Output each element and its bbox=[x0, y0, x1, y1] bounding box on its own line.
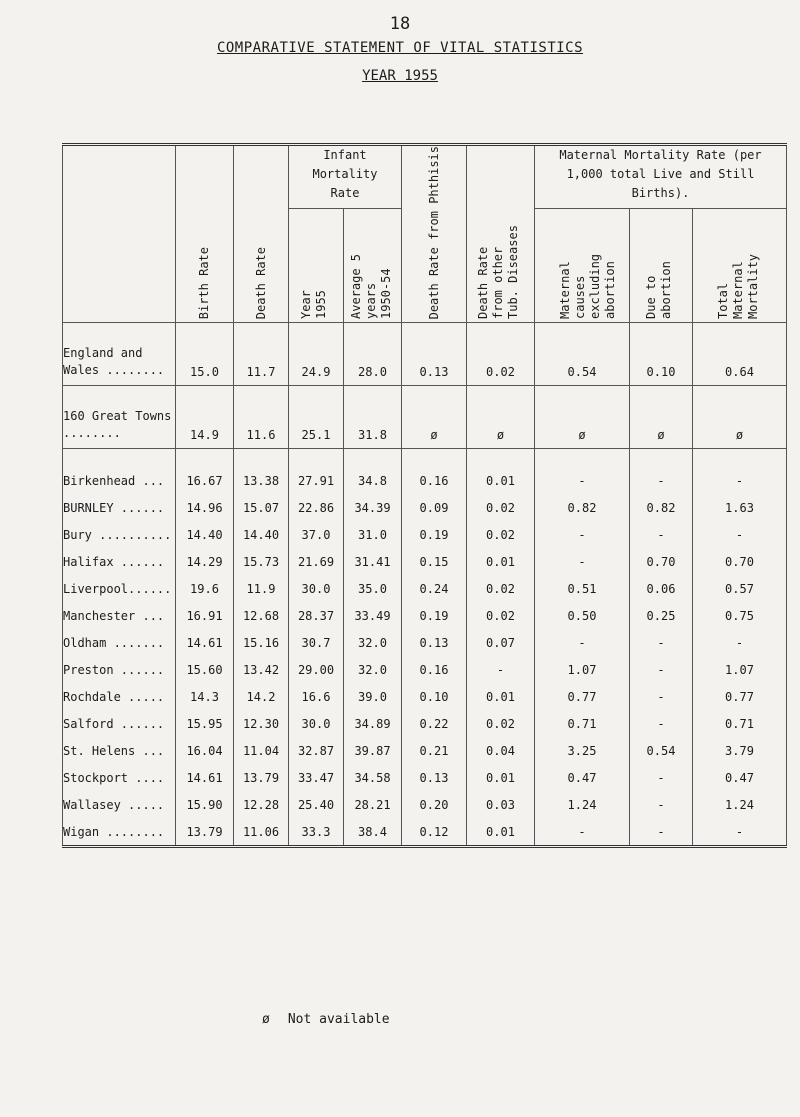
town-value: 0.01 bbox=[467, 548, 535, 575]
header-infant-mortality-text: Infant Mortality Rate bbox=[312, 148, 378, 200]
town-value: 13.79 bbox=[176, 818, 234, 847]
town-value: 0.47 bbox=[535, 764, 630, 791]
town-value: - bbox=[693, 467, 787, 494]
town-value: - bbox=[630, 710, 693, 737]
town-value: 34.89 bbox=[344, 710, 402, 737]
town-name: Wallasey ..... bbox=[63, 791, 176, 818]
town-row bbox=[63, 548, 787, 575]
town-value: 0.22 bbox=[402, 710, 467, 737]
header-maternal-causes-text: Maternal causes excluding abortion bbox=[558, 254, 617, 320]
town-value: - bbox=[693, 629, 787, 656]
town-value: 0.13 bbox=[402, 764, 467, 791]
town-value: 0.16 bbox=[402, 656, 467, 683]
national-value: 14.9 bbox=[176, 386, 234, 449]
town-value: 16.6 bbox=[289, 683, 344, 710]
header-death-rate-text: Death Rate bbox=[253, 247, 268, 320]
national-value: 11.7 bbox=[234, 323, 289, 386]
town-value: 15.16 bbox=[234, 629, 289, 656]
national-value: 0.64 bbox=[693, 323, 787, 386]
town-row bbox=[63, 494, 787, 521]
spacer-cell bbox=[467, 449, 535, 468]
header-infant-average-text: Average 5 years 1950-54 bbox=[348, 254, 393, 320]
town-value: 0.57 bbox=[693, 575, 787, 602]
town-value: 29.00 bbox=[289, 656, 344, 683]
town-value: 0.70 bbox=[693, 548, 787, 575]
town-value: 15.07 bbox=[234, 494, 289, 521]
town-rows bbox=[63, 449, 787, 847]
town-value: 0.10 bbox=[402, 683, 467, 710]
national-rows bbox=[63, 323, 787, 449]
header-infant-mortality bbox=[289, 145, 402, 209]
town-value: 14.61 bbox=[176, 764, 234, 791]
town-name: Manchester ... bbox=[63, 602, 176, 629]
header-infant-average bbox=[344, 208, 402, 322]
town-value: 32.0 bbox=[344, 656, 402, 683]
town-name: Bury .......... bbox=[63, 521, 176, 548]
town-value: 14.2 bbox=[234, 683, 289, 710]
town-value: 15.73 bbox=[234, 548, 289, 575]
town-value: 0.16 bbox=[402, 467, 467, 494]
town-value: 14.29 bbox=[176, 548, 234, 575]
year-heading bbox=[0, 68, 800, 84]
town-value: 0.20 bbox=[402, 791, 467, 818]
town-row bbox=[63, 656, 787, 683]
town-value: - bbox=[535, 548, 630, 575]
header-maternal-mortality bbox=[535, 145, 787, 209]
town-row bbox=[63, 791, 787, 818]
town-value: - bbox=[535, 629, 630, 656]
town-value: 13.38 bbox=[234, 467, 289, 494]
header-total-maternal-text: Total Maternal Mortality bbox=[715, 254, 760, 320]
national-value: ø bbox=[630, 386, 693, 449]
spacer-cell bbox=[176, 449, 234, 468]
national-value: 24.9 bbox=[289, 323, 344, 386]
header-row-top bbox=[63, 145, 787, 209]
town-value: 0.12 bbox=[402, 818, 467, 847]
spacer-cell bbox=[63, 449, 176, 468]
town-value: 12.28 bbox=[234, 791, 289, 818]
town-value: - bbox=[630, 656, 693, 683]
header-birth-rate bbox=[176, 145, 234, 323]
national-name: 160 Great Towns ........ bbox=[63, 386, 176, 449]
town-value: 33.49 bbox=[344, 602, 402, 629]
town-value: 22.86 bbox=[289, 494, 344, 521]
town-value: 30.0 bbox=[289, 575, 344, 602]
town-value: 0.07 bbox=[467, 629, 535, 656]
document-title bbox=[0, 40, 800, 56]
spacer-cell bbox=[402, 449, 467, 468]
town-value: 34.39 bbox=[344, 494, 402, 521]
town-value: 0.09 bbox=[402, 494, 467, 521]
town-value: - bbox=[630, 791, 693, 818]
town-value: 14.40 bbox=[234, 521, 289, 548]
national-value: 0.02 bbox=[467, 323, 535, 386]
spacer-cell bbox=[344, 449, 402, 468]
town-value: 1.63 bbox=[693, 494, 787, 521]
town-value: - bbox=[693, 521, 787, 548]
national-row bbox=[63, 386, 787, 449]
national-value: ø bbox=[693, 386, 787, 449]
town-name: Wigan ........ bbox=[63, 818, 176, 847]
town-row bbox=[63, 521, 787, 548]
document-title-text: COMPARATIVE STATEMENT OF VITAL STATISTICS bbox=[216, 40, 584, 56]
national-value: 11.6 bbox=[234, 386, 289, 449]
town-value: 0.82 bbox=[535, 494, 630, 521]
town-value: - bbox=[535, 467, 630, 494]
town-value: 0.01 bbox=[467, 818, 535, 847]
town-value: 16.67 bbox=[176, 467, 234, 494]
town-value: 27.91 bbox=[289, 467, 344, 494]
town-value: 30.0 bbox=[289, 710, 344, 737]
town-value: 33.47 bbox=[289, 764, 344, 791]
town-name: Liverpool...... bbox=[63, 575, 176, 602]
town-row bbox=[63, 467, 787, 494]
town-value: 25.40 bbox=[289, 791, 344, 818]
town-value: 0.04 bbox=[467, 737, 535, 764]
town-value: - bbox=[535, 818, 630, 847]
town-value: - bbox=[630, 764, 693, 791]
town-value: 31.41 bbox=[344, 548, 402, 575]
header-maternal-mortality-text: Maternal Mortality Rate (per 1,000 total Live and Still Births). bbox=[559, 148, 762, 200]
town-value: 1.07 bbox=[693, 656, 787, 683]
national-value: 28.0 bbox=[344, 323, 402, 386]
town-value: 0.25 bbox=[630, 602, 693, 629]
town-row bbox=[63, 683, 787, 710]
town-value: 0.75 bbox=[693, 602, 787, 629]
town-value: - bbox=[630, 683, 693, 710]
town-value: 28.21 bbox=[344, 791, 402, 818]
town-row bbox=[63, 602, 787, 629]
town-value: 35.0 bbox=[344, 575, 402, 602]
town-value: 0.71 bbox=[693, 710, 787, 737]
national-value: ø bbox=[402, 386, 467, 449]
town-value: 0.50 bbox=[535, 602, 630, 629]
town-value: 19.6 bbox=[176, 575, 234, 602]
page-number: 18 bbox=[389, 14, 411, 34]
town-value: 16.04 bbox=[176, 737, 234, 764]
town-value: 0.19 bbox=[402, 602, 467, 629]
header-phthisis-text: Death Rate from Phthisis bbox=[426, 146, 441, 320]
header-other-tub-text: Death Rate from other Tub. Diseases bbox=[475, 225, 520, 320]
header-infant-year-text: Year 1955 bbox=[299, 290, 328, 320]
national-value: 0.54 bbox=[535, 323, 630, 386]
town-value: 21.69 bbox=[289, 548, 344, 575]
town-name: BURNLEY ...... bbox=[63, 494, 176, 521]
footnote bbox=[262, 1012, 390, 1027]
town-row bbox=[63, 575, 787, 602]
town-value: 13.42 bbox=[234, 656, 289, 683]
national-value: 31.8 bbox=[344, 386, 402, 449]
town-name: St. Helens ... bbox=[63, 737, 176, 764]
town-value: 0.13 bbox=[402, 629, 467, 656]
town-value: 30.7 bbox=[289, 629, 344, 656]
town-value: 0.03 bbox=[467, 791, 535, 818]
town-value: 39.0 bbox=[344, 683, 402, 710]
town-value: 16.91 bbox=[176, 602, 234, 629]
national-row bbox=[63, 323, 787, 386]
town-value: 1.24 bbox=[693, 791, 787, 818]
town-value: 0.51 bbox=[535, 575, 630, 602]
spacer-cell bbox=[693, 449, 787, 468]
town-value: - bbox=[467, 656, 535, 683]
town-value: 0.82 bbox=[630, 494, 693, 521]
town-value: 11.04 bbox=[234, 737, 289, 764]
national-value: 0.10 bbox=[630, 323, 693, 386]
town-value: 14.96 bbox=[176, 494, 234, 521]
year-heading-text: YEAR 1955 bbox=[362, 68, 438, 84]
header-infant-year bbox=[289, 208, 344, 322]
header-other-tub bbox=[467, 145, 535, 323]
town-value: 32.87 bbox=[289, 737, 344, 764]
town-value: 0.21 bbox=[402, 737, 467, 764]
vital-statistics-table bbox=[62, 143, 787, 848]
town-value: 0.02 bbox=[467, 710, 535, 737]
header-death-rate bbox=[234, 145, 289, 323]
town-value: 28.37 bbox=[289, 602, 344, 629]
town-row bbox=[63, 818, 787, 847]
town-value: - bbox=[535, 521, 630, 548]
header-area-name bbox=[63, 145, 176, 323]
spacer-row bbox=[63, 449, 787, 468]
town-value: 13.79 bbox=[234, 764, 289, 791]
town-row bbox=[63, 737, 787, 764]
town-value: - bbox=[630, 467, 693, 494]
header-maternal-causes bbox=[535, 208, 630, 322]
town-value: 3.79 bbox=[693, 737, 787, 764]
town-value: 0.19 bbox=[402, 521, 467, 548]
town-value: 11.9 bbox=[234, 575, 289, 602]
town-value: 0.71 bbox=[535, 710, 630, 737]
town-value: 0.54 bbox=[630, 737, 693, 764]
town-name: Preston ...... bbox=[63, 656, 176, 683]
header-phthisis bbox=[402, 145, 467, 323]
town-value: 1.24 bbox=[535, 791, 630, 818]
town-value: 14.40 bbox=[176, 521, 234, 548]
header-due-to-abortion-text: Due to abortion bbox=[644, 261, 673, 320]
town-value: 0.47 bbox=[693, 764, 787, 791]
town-value: 38.4 bbox=[344, 818, 402, 847]
town-value: 15.95 bbox=[176, 710, 234, 737]
town-name: Salford ...... bbox=[63, 710, 176, 737]
header-birth-rate-text: Birth Rate bbox=[197, 247, 211, 320]
town-value: 37.0 bbox=[289, 521, 344, 548]
town-value: 34.8 bbox=[344, 467, 402, 494]
town-name: Rochdale ..... bbox=[63, 683, 176, 710]
header-due-to-abortion bbox=[630, 208, 693, 322]
town-value: 12.30 bbox=[234, 710, 289, 737]
town-value: 0.06 bbox=[630, 575, 693, 602]
town-value: 0.77 bbox=[693, 683, 787, 710]
town-value: 11.06 bbox=[234, 818, 289, 847]
national-value: 25.1 bbox=[289, 386, 344, 449]
spacer-cell bbox=[234, 449, 289, 468]
town-name: Birkenhead ... bbox=[63, 467, 176, 494]
town-value: 0.01 bbox=[467, 764, 535, 791]
town-name: Oldham ....... bbox=[63, 629, 176, 656]
town-value: 31.0 bbox=[344, 521, 402, 548]
spacer-cell bbox=[289, 449, 344, 468]
town-value: 14.3 bbox=[176, 683, 234, 710]
town-value: 33.3 bbox=[289, 818, 344, 847]
national-name: England and Wales ........ bbox=[63, 323, 176, 386]
spacer-cell bbox=[630, 449, 693, 468]
national-value: 0.13 bbox=[402, 323, 467, 386]
town-value: - bbox=[630, 521, 693, 548]
town-value: - bbox=[630, 629, 693, 656]
not-available-symbol: ø bbox=[262, 1012, 270, 1027]
town-value: 34.58 bbox=[344, 764, 402, 791]
town-row bbox=[63, 710, 787, 737]
town-name: Halifax ...... bbox=[63, 548, 176, 575]
town-name: Stockport .... bbox=[63, 764, 176, 791]
town-value: 39.87 bbox=[344, 737, 402, 764]
town-value: - bbox=[693, 818, 787, 847]
town-value: 14.61 bbox=[176, 629, 234, 656]
town-value: 0.02 bbox=[467, 602, 535, 629]
town-value: 0.02 bbox=[467, 575, 535, 602]
town-value: 0.70 bbox=[630, 548, 693, 575]
town-value: 15.90 bbox=[176, 791, 234, 818]
footnote-text: Not available bbox=[287, 1012, 390, 1027]
town-value: - bbox=[630, 818, 693, 847]
town-value: 3.25 bbox=[535, 737, 630, 764]
town-row bbox=[63, 629, 787, 656]
national-value: ø bbox=[467, 386, 535, 449]
national-value: 15.0 bbox=[176, 323, 234, 386]
town-value: 0.77 bbox=[535, 683, 630, 710]
town-value: 0.01 bbox=[467, 467, 535, 494]
town-value: 0.02 bbox=[467, 521, 535, 548]
town-value: 1.07 bbox=[535, 656, 630, 683]
town-value: 0.24 bbox=[402, 575, 467, 602]
spacer-cell bbox=[535, 449, 630, 468]
town-value: 0.02 bbox=[467, 494, 535, 521]
town-value: 0.01 bbox=[467, 683, 535, 710]
town-value: 0.15 bbox=[402, 548, 467, 575]
town-value: 15.60 bbox=[176, 656, 234, 683]
town-value: 32.0 bbox=[344, 629, 402, 656]
town-value: 12.68 bbox=[234, 602, 289, 629]
national-value: ø bbox=[535, 386, 630, 449]
header-total-maternal bbox=[693, 208, 787, 322]
town-row bbox=[63, 764, 787, 791]
